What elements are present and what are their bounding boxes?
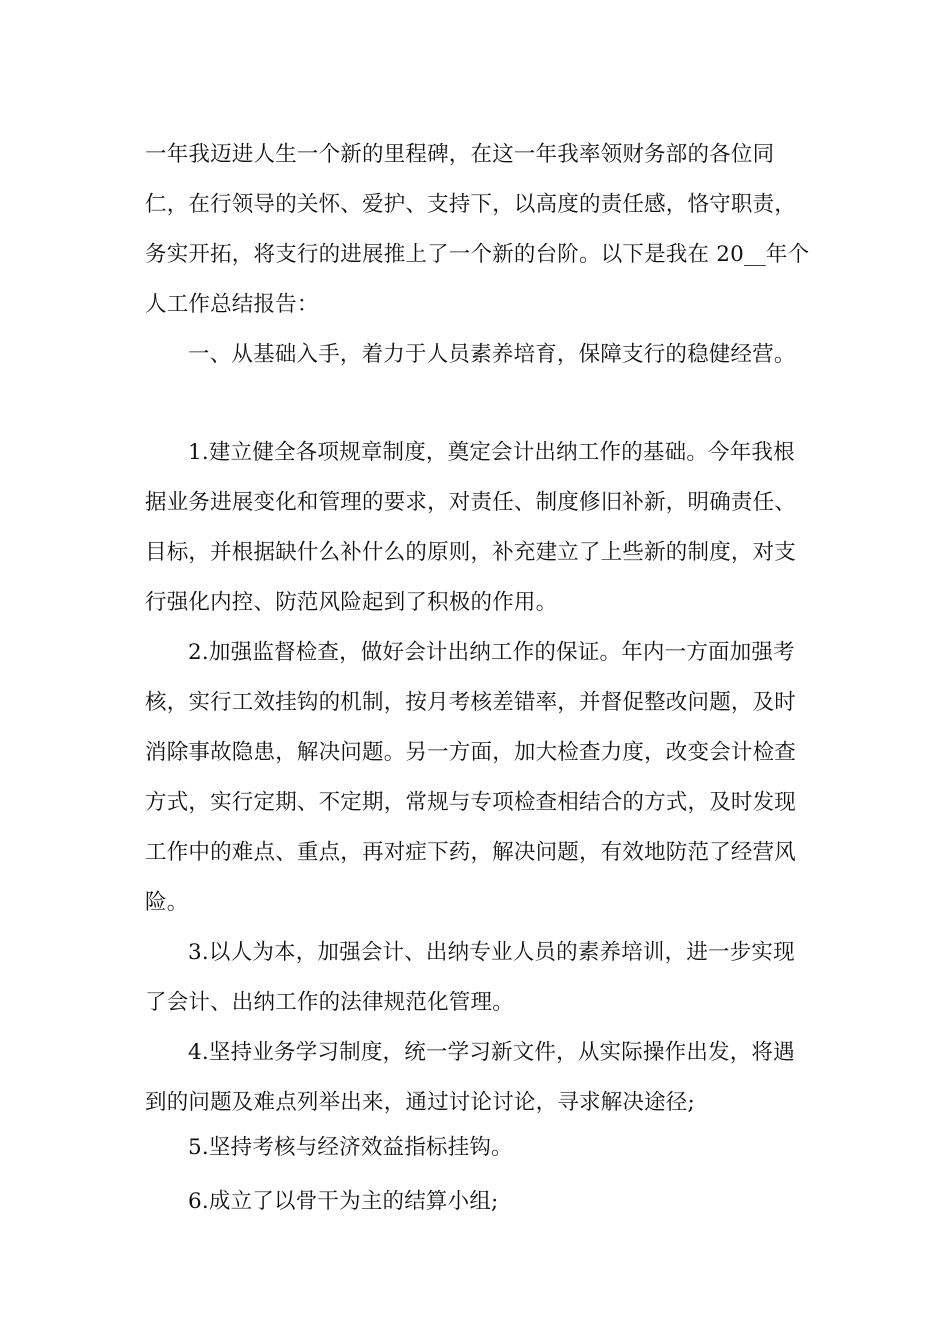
item-6-block bbox=[145, 1177, 815, 1227]
section-heading-block bbox=[145, 330, 815, 380]
intro-paragraph: 一年我迈进人生一个新的里程碑，在这一年我率领财务部的各位同仁，在行领导的关怀、爱护、支持下，以高度的责任感，恪守职责，务实开拓，将支行的进展推上了一个新的台阶。以下是我在 20__年个人工作总结报告： bbox=[145, 142, 810, 317]
list-item-2: 2.加强监督检查，做好会计出纳工作的保证。年内一方面加强考核，实行工效挂钩的机制，按月考核差错率，并督促整改问题，及时消除事故隐患，解决问题。另一方面，加大检查力度，改变会计检查方式，实行定期、不定期，常规与专项检查相结合的方式，及时发现工作中的难点、重点，再对症下药，解决问题，有效地防范了经营风险。 bbox=[145, 640, 797, 915]
list-item-5: 5.坚持考核与经济效益指标挂钩。 bbox=[188, 1135, 513, 1160]
item-5-block bbox=[145, 1123, 815, 1173]
item-3-block bbox=[145, 928, 815, 1028]
intro-paragraph-block bbox=[145, 130, 815, 330]
list-item-6: 6.成立了以骨干为主的结算小组; bbox=[188, 1189, 499, 1214]
list-item-4: 4.坚持业务学习制度，统一学习新文件，从实际操作出发，将遇到的问题及难点列举出来，通过讨论讨论，寻求解决途径; bbox=[145, 1040, 795, 1115]
item-4-block bbox=[145, 1028, 815, 1128]
list-item-1: 1.建立健全各项规章制度，奠定会计出纳工作的基础。今年我根据业务进展变化和管理的要求，对责任、制度修旧补新，明确责任、目标，并根据缺什么补什么的原则，补充建立了上些新的制度，对支行强化内控、防范风险起到了积极的作用。 bbox=[145, 440, 797, 615]
item-1-block bbox=[145, 428, 815, 628]
item-2-block bbox=[145, 628, 815, 928]
section-heading: 一、从基础入手，着力于人员素养培育，保障支行的稳健经营。 bbox=[188, 342, 796, 367]
list-item-3: 3.以人为本，加强会计、出纳专业人员的素养培训，进一步实现了会计、出纳工作的法律规范化管理。 bbox=[145, 940, 795, 1015]
